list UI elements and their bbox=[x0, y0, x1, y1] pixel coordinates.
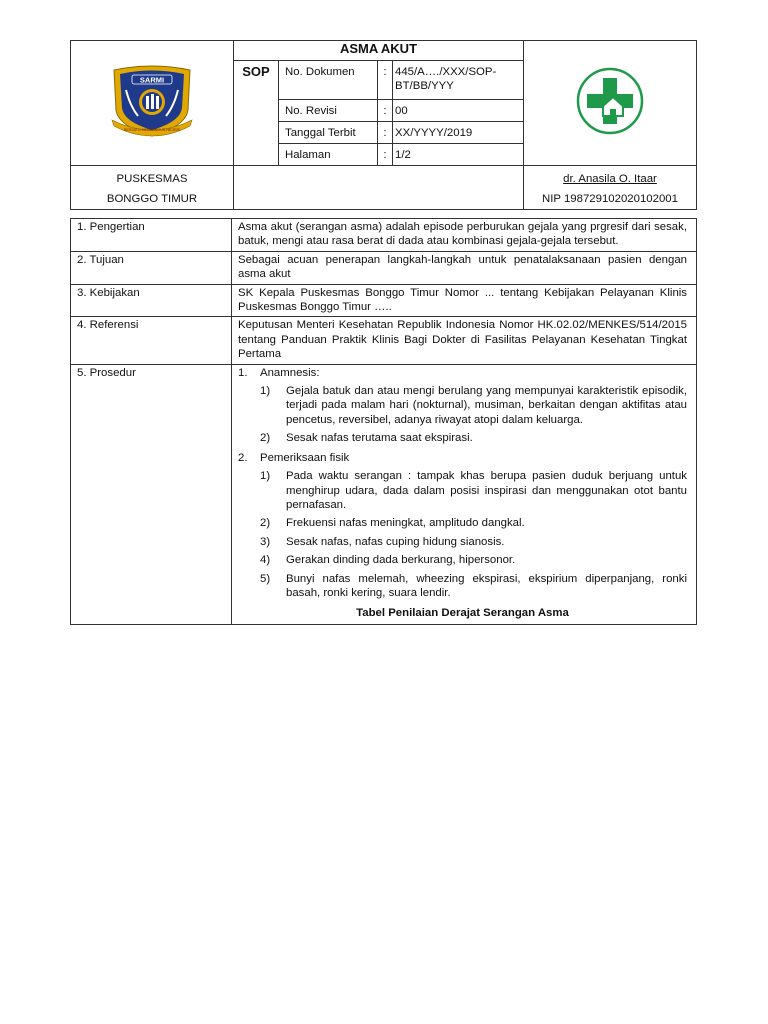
sop-header-table bbox=[70, 40, 697, 210]
step-number: 1. bbox=[238, 366, 248, 379]
doctor-name: dr. Anasila O. Itaar bbox=[563, 173, 657, 185]
item-text: Bunyi nafas melemah, wheezing ekspirasi, ekspirium diperpanjang, ronki basah, ronki kering, suara lendir. bbox=[286, 572, 687, 599]
issue-date-label: Tanggal Terbit bbox=[279, 122, 378, 144]
document-title: ASMA AKUT bbox=[234, 41, 524, 61]
procedure-step bbox=[238, 451, 687, 465]
list-item bbox=[260, 431, 687, 445]
colon: : bbox=[378, 100, 393, 122]
section-label: 4. Referensi bbox=[71, 317, 232, 364]
doctor-nip: NIP 198729102020102001 bbox=[542, 193, 678, 205]
item-number: 5) bbox=[260, 572, 271, 585]
table-row bbox=[71, 364, 697, 624]
colon: : bbox=[378, 61, 393, 100]
section-text: SK Kepala Puskesmas Bonggo Timur Nomor ... tentang Kebijakan Pelayanan Klinis Puskesmas Bonggo Timur ….. bbox=[232, 284, 697, 317]
colon: : bbox=[378, 144, 393, 166]
item-number: 2) bbox=[260, 517, 271, 530]
svg-text:BERSATU MEMBANGUN NEGERI: BERSATU MEMBANGUN NEGERI bbox=[123, 128, 181, 132]
list-item bbox=[260, 469, 687, 512]
section-label: 1. Pengertian bbox=[71, 219, 232, 252]
sop-label: SOP bbox=[234, 61, 279, 166]
puskesmas-logo-icon bbox=[575, 66, 645, 136]
revision-label: No. Revisi bbox=[279, 100, 378, 122]
signatory-cell bbox=[524, 166, 697, 210]
section-text: Keputusan Menteri Kesehatan Republik Indonesia Nomor HK.02.02/MENKES/514/2015 tentang Panduan Praktik Klinis Bagi Dokter di Fasilitas Pelayanan Kesehatan Tingkat Pertama bbox=[232, 317, 697, 364]
section-label: 2. Tujuan bbox=[71, 251, 232, 284]
step-title: Anamnesis: bbox=[260, 366, 320, 379]
list-item bbox=[260, 384, 687, 427]
step-title: Pemeriksaan fisik bbox=[260, 451, 350, 464]
table-row bbox=[71, 317, 697, 364]
item-number: 1) bbox=[260, 470, 271, 483]
procedure-content bbox=[232, 364, 697, 624]
procedure-step bbox=[238, 366, 687, 380]
list-item bbox=[260, 516, 687, 530]
doc-number-value: 445/A…./XXX/SOP-BT/BB/YYY bbox=[393, 61, 524, 100]
revision-value: 00 bbox=[393, 100, 524, 122]
list-item bbox=[260, 535, 687, 549]
item-number: 1) bbox=[260, 385, 271, 398]
organization-name-line1: PUSKESMAS bbox=[116, 173, 188, 185]
list-item bbox=[260, 572, 687, 601]
item-number: 4) bbox=[260, 554, 271, 567]
sarmi-regency-logo-icon bbox=[108, 60, 196, 142]
page-label: Halaman bbox=[279, 144, 378, 166]
section-label: 3. Kebijakan bbox=[71, 284, 232, 317]
list-item bbox=[260, 553, 687, 567]
left-logo-cell bbox=[71, 41, 234, 166]
issue-date-value: XX/YYYY/2019 bbox=[393, 122, 524, 144]
colon: : bbox=[378, 122, 393, 144]
blank-cell bbox=[234, 166, 524, 210]
section-text: Sebagai acuan penerapan langkah-langkah untuk penatalaksanaan pasien dengan asma akut bbox=[232, 251, 697, 284]
table-row bbox=[71, 219, 697, 252]
page-value: 1/2 bbox=[393, 144, 524, 166]
step-number: 2. bbox=[238, 451, 248, 464]
item-number: 2) bbox=[260, 432, 271, 445]
item-text: Gerakan dinding dada berkurang, hipersonor. bbox=[286, 554, 516, 567]
section-text: Asma akut (serangan asma) adalah episode perburukan gejala yang prgresif dari sesak, batuk, mengi atau rasa berat di dada atau kombinasi gejala-gejala tersebut. bbox=[232, 219, 697, 252]
svg-text:SARMI: SARMI bbox=[139, 75, 165, 85]
table-row bbox=[71, 251, 697, 284]
item-text: Sesak nafas, nafas cuping hidung sianosis. bbox=[286, 535, 505, 548]
organization-name-line2: BONGGO TIMUR bbox=[106, 193, 198, 205]
item-text: Sesak nafas terutama saat ekspirasi. bbox=[286, 432, 473, 445]
right-logo-cell bbox=[524, 41, 697, 166]
organization-cell bbox=[71, 166, 234, 210]
item-text: Gejala batuk dan atau mengi berulang yang mempunyai karakteristik episodik, terjadi pada malam hari (nokturnal), musiman, berkaitan dengan aktifitas atau pencetus, reversibel, adanya riwayat atopi dalam keluarga. bbox=[286, 385, 687, 426]
table-caption: Tabel Penilaian Derajat Serangan Asma bbox=[356, 607, 569, 620]
table-row bbox=[71, 284, 697, 317]
sop-content-table bbox=[70, 218, 697, 625]
item-text: Frekuensi nafas meningkat, amplitudo dangkal. bbox=[286, 517, 525, 530]
item-text: Pada waktu serangan : tampak khas berupa pasien duduk berjuang untuk menghirup udara, dada dalam posisi inspirasi dan menggunakan otot bantu pernafasan. bbox=[286, 470, 687, 511]
item-number: 3) bbox=[260, 535, 271, 548]
doc-number-label: No. Dokumen bbox=[279, 61, 378, 100]
section-label: 5. Prosedur bbox=[71, 364, 232, 624]
